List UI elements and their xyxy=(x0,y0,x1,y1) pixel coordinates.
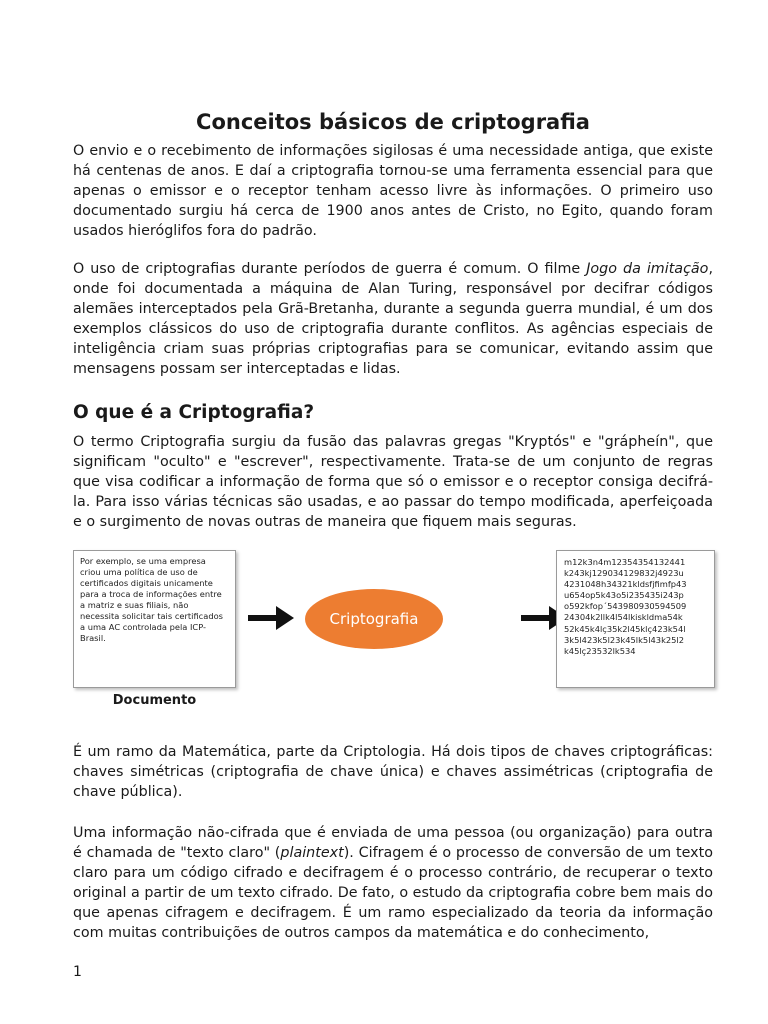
paragraph-branch: É um ramo da Matemática, parte da Criptologia. Há dois tipos de chaves criptográficas: chaves simétricas (criptografia de chave única) e chaves assimétricas (criptografia de chave pública). xyxy=(73,744,713,800)
arrow-right-icon xyxy=(248,605,294,631)
cipher-line: u654op5k43o5i235435i243p xyxy=(564,590,684,601)
cipher-line: 52k45k4lç35k2l45klç423k54l xyxy=(564,623,686,634)
paragraph-war-start: O uso de criptografias durante períodos de guerra é comum. O filme xyxy=(73,261,587,277)
cipher-line: 24304k2llk4l54lkiskldma54k xyxy=(564,612,683,623)
cipher-line: 3k5l423k5l23k45lk5l43k25l2 xyxy=(564,634,685,645)
cryptography-figure xyxy=(73,550,718,715)
paragraph-plaintext xyxy=(73,823,713,943)
cipher-line: k243kj129034129832j4923u xyxy=(564,568,684,579)
plain-document-box: Por exemplo, se uma empresa criou uma política de uso de certificados digitais unicamente para a troca de informações entre a matriz e suas filiais, não necessita solicitar tais certificados a uma AC controlada pela ICP-Brasil. xyxy=(73,550,236,688)
cipher-line: k45lç23532lk534 xyxy=(564,645,636,656)
plaintext-term: plaintext xyxy=(280,845,344,861)
page-title: Conceitos básicos de criptografia xyxy=(196,110,590,134)
paragraph-intro: O envio e o recebimento de informações sigilosas é uma necessidade antiga, que existe há centenas de anos. E daí a criptografia tornou-se uma ferramenta essencial para que apenas o emissor e o receptor tenham acesso livre às informações. O primeiro uso documentado surgiu há cerca de 1900 anos antes de Cristo, no Egito, quando foram usados hieróglifos fora do padrão. xyxy=(73,143,713,239)
cipher-text-box xyxy=(556,550,715,688)
cryptography-ellipse: Criptografia xyxy=(305,589,443,649)
film-title: Jogo da imitação xyxy=(586,261,709,277)
page-number: 1 xyxy=(73,964,82,980)
cipher-line: m12k3n4m12354354132441 xyxy=(564,557,686,567)
paragraph-war xyxy=(73,259,713,379)
paragraph-plaintext-end: ). Cifragem é o processo de conversão de um texto claro para um código cifrado e decifragem é o processo contrário, de recuperar o texto original a partir de um texto cifrado. De fato, o estudo da criptografia cobre bem mais do que apenas cifragem e decifragem. É um ramo especializado da teoria da informação com muitas contribuições de outros campos da matemática e do conhecimento, xyxy=(73,845,713,941)
section-heading: O que é a Criptografia? xyxy=(73,402,315,423)
cipher-line: 4231048h34321kldsfjfimfp43 xyxy=(564,579,687,590)
paragraph-plaintext-start: Uma informação não-cifrada que é enviada de uma pessoa (ou organização) para outra é chamada de "texto claro" ( xyxy=(73,825,713,861)
paragraph-war-end: , onde foi documentada a máquina de Alan Turing, responsável por decifrar códigos alemães interceptados pela Grã-Bretanha, durante a segunda guerra mundial, é um dos exemplos clássicos do uso de criptografia durante conflitos. As agências especiais de inteligência criam suas próprias criptografias para se comunicar, evitando assim que mensagens possam ser interceptadas e lidas. xyxy=(73,261,713,377)
document-caption: Documento xyxy=(112,693,197,708)
paragraph-definition: O termo Criptografia surgiu da fusão das palavras gregas "Kryptós" e "grápheín", que significam "oculto" e "escrever", respectivamente. Trata-se de um conjunto de regras que visa codificar a informação de forma que só o emissor e o receptor consiga decifrá-la. Para isso várias técnicas são usadas, e ao passar do tempo modificada, aperfeiçoada e o surgimento de novas outras de maneira que fiquem mais seguras. xyxy=(73,434,713,530)
cipher-line: o592kfop´543980930594509 xyxy=(564,601,687,612)
